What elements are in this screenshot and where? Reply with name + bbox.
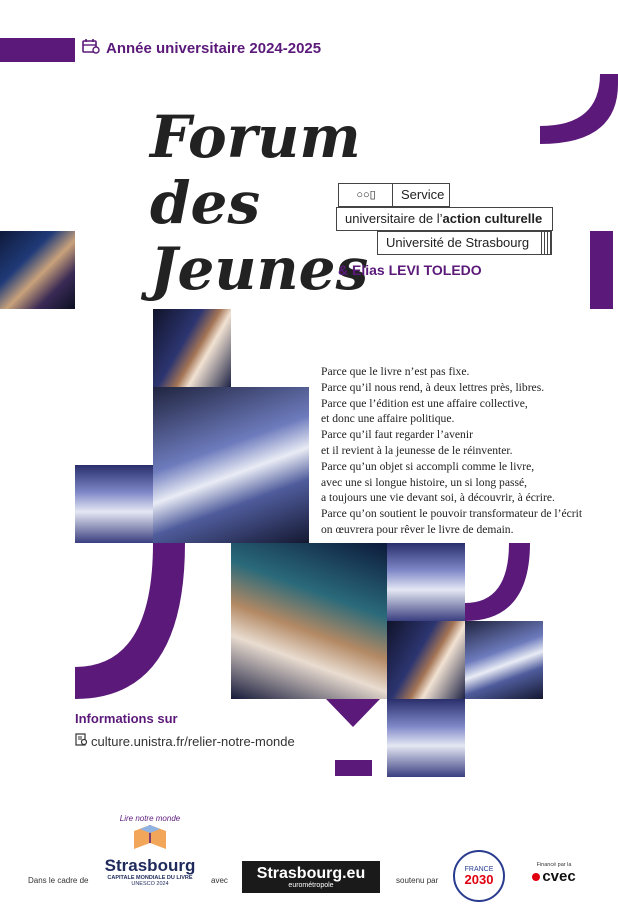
strasbourg-eu-label: Strasbourg.eu xyxy=(256,865,366,882)
photo-tile-left xyxy=(0,231,75,309)
finance-par-label: Financé par la xyxy=(536,862,572,868)
decorative-bar-bottom xyxy=(335,760,372,776)
decorative-arc-top-right xyxy=(540,74,618,144)
decorative-lines xyxy=(539,231,552,255)
year-2030-label: 2030 xyxy=(464,871,494,887)
service-row-2-prefix: universitaire de l’ xyxy=(345,211,443,226)
manifesto-line: Parce que le livre n’est pas fixe. xyxy=(321,365,470,378)
bin-icon: ▯ xyxy=(369,189,376,201)
unesco-label: UNESCO 2024 xyxy=(131,881,169,887)
service-row-1: Service xyxy=(392,183,450,207)
title-line-1: Forum des xyxy=(150,103,361,237)
strasbourg-eu-logo xyxy=(242,861,380,893)
academic-year xyxy=(82,38,321,58)
service-row-3: Université de Strasbourg xyxy=(377,231,551,255)
manifesto-line: et il revient à la jeunesse de le réinventer. xyxy=(321,443,513,457)
manifesto-line: Parce que l’édition est une affaire collective, xyxy=(321,396,528,410)
photo-tile-1 xyxy=(153,309,231,387)
manifesto-line: on œuvrera pour rêver le livre de demain. xyxy=(321,522,514,536)
decorative-triangle xyxy=(326,699,380,727)
footer-soutenu-label: soutenu par xyxy=(396,876,439,885)
manifesto-line: Parce qu’un objet si accompli comme le livre, xyxy=(321,459,535,473)
academic-year-label: Année universitaire 2024-2025 xyxy=(106,39,322,57)
photo-tile-6 xyxy=(387,621,465,699)
footer-context-label: Dans le cadre de xyxy=(28,876,89,885)
manifesto-line: avec une si longue histoire, un si long passé, xyxy=(321,475,528,489)
link-icon xyxy=(75,733,88,749)
france-2030-logo xyxy=(453,850,505,902)
manifesto-line: Parce qu’on soutient le pouvoir transformateur de l’écrit xyxy=(321,507,583,521)
photo-tile-4 xyxy=(231,543,387,699)
service-icons-box xyxy=(338,183,394,207)
decorative-arc-bottom-left xyxy=(75,543,185,699)
manifesto-line: a toujours une vie devant soi, à découvrir, à écrire. xyxy=(321,491,555,505)
manifesto-line: Parce qu’il faut regarder l’avenir xyxy=(321,428,473,442)
cvec-label: cvec xyxy=(542,868,576,885)
header-banner-bar xyxy=(0,38,75,62)
author-name: & Elias LEVI TOLEDO xyxy=(338,262,482,278)
service-row-2-bold: action culturelle xyxy=(442,211,543,226)
eurometropole-label: eurométropole xyxy=(288,882,334,889)
strasbourg-capitale-logo xyxy=(102,814,198,887)
cvec-dot-icon xyxy=(532,873,540,881)
decorative-arc-mid-right xyxy=(465,543,530,621)
book-icon xyxy=(130,823,170,853)
lire-notre-monde-label: Lire notre monde xyxy=(119,814,181,823)
manifesto-text xyxy=(321,364,601,538)
photo-tile-8 xyxy=(387,699,465,777)
capitale-label: CAPITALE MONDIALE DU LIVRE xyxy=(107,875,193,881)
strasbourg-label: Strasbourg xyxy=(104,856,196,875)
photo-tile-2 xyxy=(153,387,309,543)
decorative-bar-right xyxy=(590,231,613,309)
footer-avec-label: avec xyxy=(211,876,228,885)
info-url-text[interactable]: culture.unistra.fr/relier-notre-monde xyxy=(91,733,295,749)
title-line-2: Jeunes xyxy=(150,235,369,303)
calendar-icon xyxy=(82,38,100,58)
cvec-logo xyxy=(524,862,584,885)
photo-tile-5 xyxy=(387,543,465,621)
manifesto-line: et donc une affaire politique. xyxy=(321,412,455,426)
photo-tile-3 xyxy=(75,465,153,543)
info-link[interactable] xyxy=(75,733,295,749)
info-title: Informations sur xyxy=(75,711,178,726)
france-label: FRANCE xyxy=(464,865,494,873)
service-row-2 xyxy=(336,207,553,231)
manifesto-line: Parce qu’il nous rend, à deux lettres près, libres. xyxy=(321,380,545,394)
photo-tile-7 xyxy=(465,621,543,699)
apple-icon: ○○ xyxy=(356,189,370,201)
